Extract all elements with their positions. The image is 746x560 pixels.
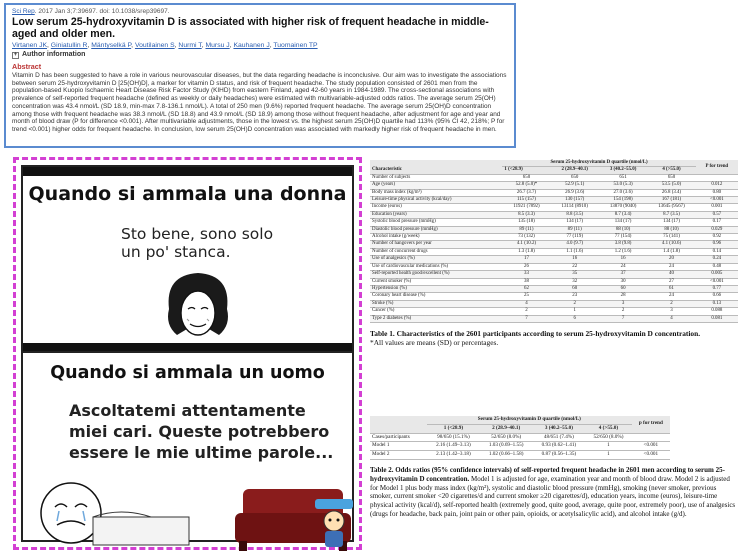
- table-header-cell: 4 (>55.0): [647, 167, 695, 174]
- table-row: [370, 271, 738, 278]
- table-cell: 48/651 (7.4%): [533, 433, 586, 442]
- table-row: [370, 182, 738, 189]
- middle-stripe: [23, 343, 352, 351]
- table-2-caption-text: Model 1 is adjusted for age, examination year and month of blood draw. Model 2 is adjusted for Model 1 plus body mass index (kg/m²), systolic and diastolic blood pressure (mmHg), smoking (never smoker, previous smoker, current smoker <20 cigarettes/d and current smoker ≥20 cigarettes/d), education years, income (euros), leisure-time physical activity (kcal/d), self-reported health (extremely good, quite good, average, quite poor, extremely poor), use of analgesics (drugs for headache, back pain, joint pain or other pain, opioids, or acetylsalicylic acid), and alcohol intake (g/d).: [370, 474, 736, 518]
- table-cell: 0.005: [696, 271, 738, 278]
- table-row: [370, 211, 738, 218]
- meme-image: [13, 157, 362, 550]
- table-cell: 0.48: [696, 263, 738, 270]
- row-label-cell: Hypertension (%): [370, 285, 502, 292]
- table-cell: 23: [551, 293, 599, 300]
- table-cell: 52.9 (5.1): [551, 182, 599, 189]
- table-cell: 1.3 (1.8): [502, 248, 550, 255]
- table-cell: 60: [599, 285, 647, 292]
- table-cell: 650: [551, 174, 599, 181]
- journal-link[interactable]: Sci Rep: [12, 8, 35, 15]
- table-cell: 52.8 (5.0)*: [502, 182, 550, 189]
- table-cell: 77 (119): [551, 234, 599, 241]
- table-cell: 0.57: [696, 211, 738, 218]
- author-link[interactable]: Kauhanen J: [233, 42, 270, 49]
- table-cell: <0.001: [632, 442, 670, 451]
- table-row: [370, 204, 738, 211]
- table-row: [370, 226, 738, 233]
- table-row: [370, 241, 738, 248]
- row-label-cell: Self-reported health good/excellent (%): [370, 271, 502, 278]
- table-cell: 0.66: [696, 293, 738, 300]
- table-cell: 135 (18): [502, 219, 550, 226]
- table-header-cell: 4 (>55.0): [585, 424, 631, 433]
- top-stripe: [23, 167, 352, 176]
- table-cell: 8.7 (3.4): [599, 211, 647, 218]
- table-cell: 134 (17): [647, 219, 695, 226]
- table-cell: <0.001: [696, 197, 738, 204]
- table-header-cell: 3 (40.2–55.0): [533, 424, 586, 433]
- table-cell: 0.012: [696, 182, 738, 189]
- row-label-cell: Current smoker (%): [370, 278, 502, 285]
- woman-speech-line: un po' stanca.: [121, 243, 231, 261]
- table-cell: 134 (17): [551, 219, 599, 226]
- tired-woman-face-icon: [159, 269, 237, 343]
- table-cell: 1: [585, 442, 631, 451]
- table-cell: 4: [502, 300, 550, 307]
- row-label-cell: Cases/participants: [370, 433, 427, 442]
- table-cell: 3.8 (9.8): [599, 241, 647, 248]
- author-link[interactable]: Virtanen JK: [12, 42, 48, 49]
- table-cell: 154 (198): [599, 197, 647, 204]
- meme-frame: [21, 165, 354, 542]
- table-header-cell: 1 (<28.9): [427, 424, 480, 433]
- table-row: [370, 315, 738, 322]
- table-cell: 37: [599, 271, 647, 278]
- table-cell: 2: [502, 308, 550, 315]
- table-cell: 22: [551, 263, 599, 270]
- row-label-cell: Cancer (%): [370, 308, 502, 315]
- table-row: [370, 300, 738, 307]
- table-cell: 0.081: [696, 315, 738, 322]
- table-cell: 52/650 (8.0%): [585, 433, 631, 442]
- table-header-cell: p for trend: [632, 416, 670, 433]
- row-label-cell: Alcohol intake (g/week): [370, 234, 502, 241]
- table-cell: [696, 174, 738, 181]
- table-header-cell: 3 (40.2–55.0): [599, 167, 647, 174]
- table-row: [370, 174, 738, 181]
- table-cell: 1.2 (1.6): [599, 248, 647, 255]
- table-cell: 53.5 (5.0): [647, 182, 695, 189]
- table-cell: 0.96: [696, 241, 738, 248]
- table-cell: 0.088: [696, 308, 738, 315]
- table-cell: 8.8 (3.5): [551, 211, 599, 218]
- table-row: [370, 308, 738, 315]
- table-cell: 3: [647, 308, 695, 315]
- table-cell: 0.029: [696, 226, 738, 233]
- table-cell: 13645 (9567): [647, 204, 695, 211]
- table-header-cell: P for trend: [696, 160, 738, 174]
- table-cell: 3: [599, 300, 647, 307]
- table-cell: 8.5 (3.3): [502, 211, 550, 218]
- table-row: [370, 256, 738, 263]
- man-speech-line: essere le mie ultime parole...: [69, 443, 334, 462]
- table-cell: 650: [502, 174, 550, 181]
- table-cell: 35: [551, 271, 599, 278]
- table-row: [370, 278, 738, 285]
- woman-speech: [121, 225, 273, 261]
- table-cell: 26.7 (3.7): [502, 189, 550, 196]
- row-label-cell: Number of hangovers per year: [370, 241, 502, 248]
- table-cell: 75 (141): [647, 234, 695, 241]
- table-cell: 53.0 (5.3): [599, 182, 647, 189]
- table-2-section: [370, 416, 738, 519]
- woman-speech-line: Sto bene, sono solo: [121, 225, 274, 243]
- row-label-cell: Use of cardiovascular medications (%): [370, 263, 502, 270]
- expand-icon: +: [13, 52, 18, 58]
- row-label-cell: Use of analgesics (%): [370, 256, 502, 263]
- table-cell: 130 (157): [551, 197, 599, 204]
- table-cell: 28: [599, 293, 647, 300]
- table-row: [370, 285, 738, 292]
- table-1-section: [370, 160, 738, 347]
- table-cell: 88 (10): [599, 226, 647, 233]
- table-row: [370, 293, 738, 300]
- table-cell: 2: [599, 308, 647, 315]
- table-header-cell: [370, 416, 427, 433]
- table-cell: 40: [647, 271, 695, 278]
- panel-divider: [23, 351, 352, 353]
- author-link[interactable]: Voutilainen S: [134, 42, 175, 49]
- table-cell: 24: [599, 263, 647, 270]
- table-cell: 8.7 (3.5): [647, 211, 695, 218]
- table-cell: 0.14: [696, 248, 738, 255]
- table-cell: 0.13: [696, 300, 738, 307]
- table-cell: 33: [502, 271, 550, 278]
- table-cell: 13114 (8910): [551, 204, 599, 211]
- table-cell: 6: [551, 315, 599, 322]
- table-cell: 38: [502, 278, 550, 285]
- table-cell: 651: [599, 174, 647, 181]
- table-cell: 24: [647, 293, 695, 300]
- article-title: Low serum 25-hydroxyvitamin D is associated with higher risk of frequent headache in middle-aged and older men.: [12, 16, 489, 40]
- citation-details: . 2017 Jan 3;7:39697. doi: 10.1038/srep39697.: [34, 8, 170, 15]
- row-label-cell: Type 2 diabetes (%): [370, 315, 502, 322]
- table-row: [370, 197, 738, 204]
- table-cell: 0.17: [696, 219, 738, 226]
- odds-ratio-table: [370, 416, 670, 460]
- table-cell: 26.9 (3.6): [551, 189, 599, 196]
- table-cell: 134 (17): [599, 219, 647, 226]
- table-cell: 4.1 (10.2): [502, 241, 550, 248]
- table-2-caption-title: Table 2. Odds ratios (95% confidence intervals) of self-reported frequent headache in 2601 men according to serum 25-hydroxyvitamin D concentration.: [370, 465, 725, 483]
- row-label-cell: Income (euros): [370, 204, 502, 211]
- table-row: [370, 248, 738, 255]
- author-information-label: Author information: [22, 51, 86, 58]
- row-label-cell: Education (years): [370, 211, 502, 218]
- table-group-header: Serum 25-hydroxyvitamin D quartile (nmol/L): [427, 416, 632, 424]
- table-cell: 1.1 (1.6): [551, 248, 599, 255]
- abstract-text: Vitamin D has been suggested to have a role in various neurovascular diseases, but the data regarding headache is inconclusive. Our aim was to investigate the associations between serum 25-hydroxyvitamin D [25(OH)D], a marker for vitamin D status, and risk of frequent headache. The study population consisted of 2601 men from the population-based Kuopio Ischaemic Heart Disease Risk Factor Study (KIHD) from eastern Finland, aged 42-60 years in 1984-1989. The cross-sectional associations with prevalence of self-reported frequent headache (defined as weekly or daily headaches) were estimated with multivariable-adjusted odds ratios. The average serum 25(OH) concentration was 43.4 nmol/L (SD 18.9, min-max 7.8-136.1 nmol/L). A total of 250 men (9.6%) reported frequent headache. The average serum 25(OH)D concentration among those with frequent headache was 38.3 nmol/L (SD 18.8) and 43.9 nmol/L (SD 18.9) among those without frequent headache, after adjustment for age and year and month of blood draw (P for difference <0.001). After multivariable adjustments, those in the lowest vs. the highest serum 25(OH)D quartile had 113% (95% CI 42, 218%; P for trend <0.001) higher odds for frequent headache. In conclusion, low serum 25(OH)D concentration was associated with markedly higher risk of frequent headache in men.: [12, 72, 507, 133]
- author-information-toggle[interactable]: [12, 51, 508, 59]
- table-row: [370, 451, 670, 460]
- author-link[interactable]: Mursu J: [205, 42, 230, 49]
- table-group-header: Serum 25-hydroxyvitamin D quartile (nmol/L): [502, 160, 695, 167]
- table-cell: 7: [502, 315, 550, 322]
- table-cell: 4.1 (10.6): [647, 241, 695, 248]
- table-cell: 1.4 (1.8): [647, 248, 695, 255]
- meme-caption-man: Quando si ammala un uomo: [50, 363, 325, 383]
- table-cell: 11921 (7892): [502, 204, 550, 211]
- table-row: [370, 433, 670, 442]
- table-row: [370, 219, 738, 226]
- table-cell: 32: [551, 278, 599, 285]
- table-cell: 1.03 (0.69–1.55): [480, 442, 533, 451]
- table-cell: <0.001: [632, 451, 670, 460]
- citation: [12, 8, 508, 15]
- author-link[interactable]: Tuomainen TP: [273, 42, 318, 49]
- table-row: [370, 263, 738, 270]
- table-cell: 73 (132): [502, 234, 550, 241]
- table-cell: 27.0 (3.6): [599, 189, 647, 196]
- row-label-cell: Age (years): [370, 182, 502, 189]
- row-label-cell: Number of subjects: [370, 174, 502, 181]
- row-label-cell: Diastolic blood pressure (mmHg): [370, 226, 502, 233]
- table-cell: 52/650 (8.0%): [480, 433, 533, 442]
- abstract-panel: [4, 3, 516, 148]
- table-cell: 60: [551, 285, 599, 292]
- row-label-cell: Model 2: [370, 451, 427, 460]
- author-link[interactable]: Giniatullin R: [50, 42, 88, 49]
- table-1-caption: [370, 329, 738, 347]
- table-1-caption-title: Table 1. Characteristics of the 2601 participants according to serum 25-hydroxyvitamin D concentration.: [370, 328, 701, 338]
- row-label-cell: Model 1: [370, 442, 427, 451]
- table-header-cell: Characteristic: [370, 160, 502, 174]
- table-cell: 17: [502, 256, 550, 263]
- table-cell: 0.92: [696, 234, 738, 241]
- man-speech-line: miei cari. Queste potrebbero: [69, 422, 330, 441]
- table-cell: 89 (11): [551, 226, 599, 233]
- man-speech-line: Ascoltatemi attentamente: [69, 401, 306, 420]
- table-cell: 2: [551, 300, 599, 307]
- author-link[interactable]: Nurmi T: [178, 42, 202, 49]
- table-cell: 20: [647, 256, 695, 263]
- table-row: [370, 189, 738, 196]
- table-row: [370, 234, 738, 241]
- table-cell: 0.87 (0.56–1.35): [533, 451, 586, 460]
- table-cell: 88 (10): [647, 226, 695, 233]
- table-cell: 26.8 (3.4): [647, 189, 695, 196]
- table-cell: 7: [599, 315, 647, 322]
- table-cell: 16: [599, 256, 647, 263]
- table-cell: 13870 (9040): [599, 204, 647, 211]
- mascot-icon: [313, 497, 355, 549]
- row-label-cell: Coronary heart disease (%): [370, 293, 502, 300]
- row-label-cell: Number of concurrent drugs: [370, 248, 502, 255]
- table-cell: 2: [647, 300, 695, 307]
- characteristics-table: [370, 160, 738, 323]
- table-header-cell: 2 (28.9–40.1): [480, 424, 533, 433]
- table-cell: 0.93 (0.62–1.41): [533, 442, 586, 451]
- table-cell: 0.24: [696, 256, 738, 263]
- table-cell: 62: [502, 285, 550, 292]
- table-cell: 27: [647, 278, 695, 285]
- table-cell: 0.001: [696, 204, 738, 211]
- table-row: [370, 442, 670, 451]
- table-cell: 61: [647, 285, 695, 292]
- row-label-cell: Leisure-time physical activity (kcal/day): [370, 197, 502, 204]
- abstract-heading: Abstract: [12, 62, 42, 71]
- row-label-cell: Stroke (%): [370, 300, 502, 307]
- dramatic-man-in-bed-icon: [31, 467, 191, 547]
- table-cell: 24: [647, 263, 695, 270]
- table-cell: 89 (11): [502, 226, 550, 233]
- author-link[interactable]: Mäntyselkä P: [91, 42, 132, 49]
- table-cell: 2.16 (1.49–3.13): [427, 442, 480, 451]
- table-2-caption: [370, 466, 738, 519]
- table-cell: 1.02 (0.66–1.58): [480, 451, 533, 460]
- table-header-cell: 1 (<28.9): [502, 167, 550, 174]
- table-cell: [632, 433, 670, 442]
- table-cell: 26: [502, 263, 550, 270]
- man-speech: [69, 400, 333, 463]
- table-cell: 2.13 (1.42–3.18): [427, 451, 480, 460]
- table-cell: 25: [502, 293, 550, 300]
- table-cell: 0.77: [696, 285, 738, 292]
- table-cell: 30: [599, 278, 647, 285]
- table-cell: 0.80: [696, 189, 738, 196]
- author-list: Virtanen JK, Giniatullin R, Mäntyselkä P, Voutilainen S, Nurmi T, Mursu J, Kauhanen J, Tuomainen TP: [12, 42, 318, 49]
- table-cell: 4.0 (9.7): [551, 241, 599, 248]
- table-header-cell: 2 (28.9–40.1): [551, 167, 599, 174]
- table-1-caption-note: *All values are means (SD) or percentages.: [370, 337, 499, 347]
- table-cell: 167 (181): [647, 197, 695, 204]
- row-label-cell: Systolic blood pressure (mmHg): [370, 219, 502, 226]
- table-cell: 1: [585, 451, 631, 460]
- table-cell: 115 (157): [502, 197, 550, 204]
- table-cell: 98/650 (15.1%): [427, 433, 480, 442]
- table-cell: 650: [647, 174, 695, 181]
- row-label-cell: Body mass index (kg/m²): [370, 189, 502, 196]
- meme-caption-woman: Quando si ammala una donna: [28, 183, 347, 205]
- table-cell: 77 (154): [599, 234, 647, 241]
- table-cell: 4: [647, 315, 695, 322]
- table-cell: 16: [551, 256, 599, 263]
- table-cell: 1: [551, 308, 599, 315]
- table-cell: <0.001: [696, 278, 738, 285]
